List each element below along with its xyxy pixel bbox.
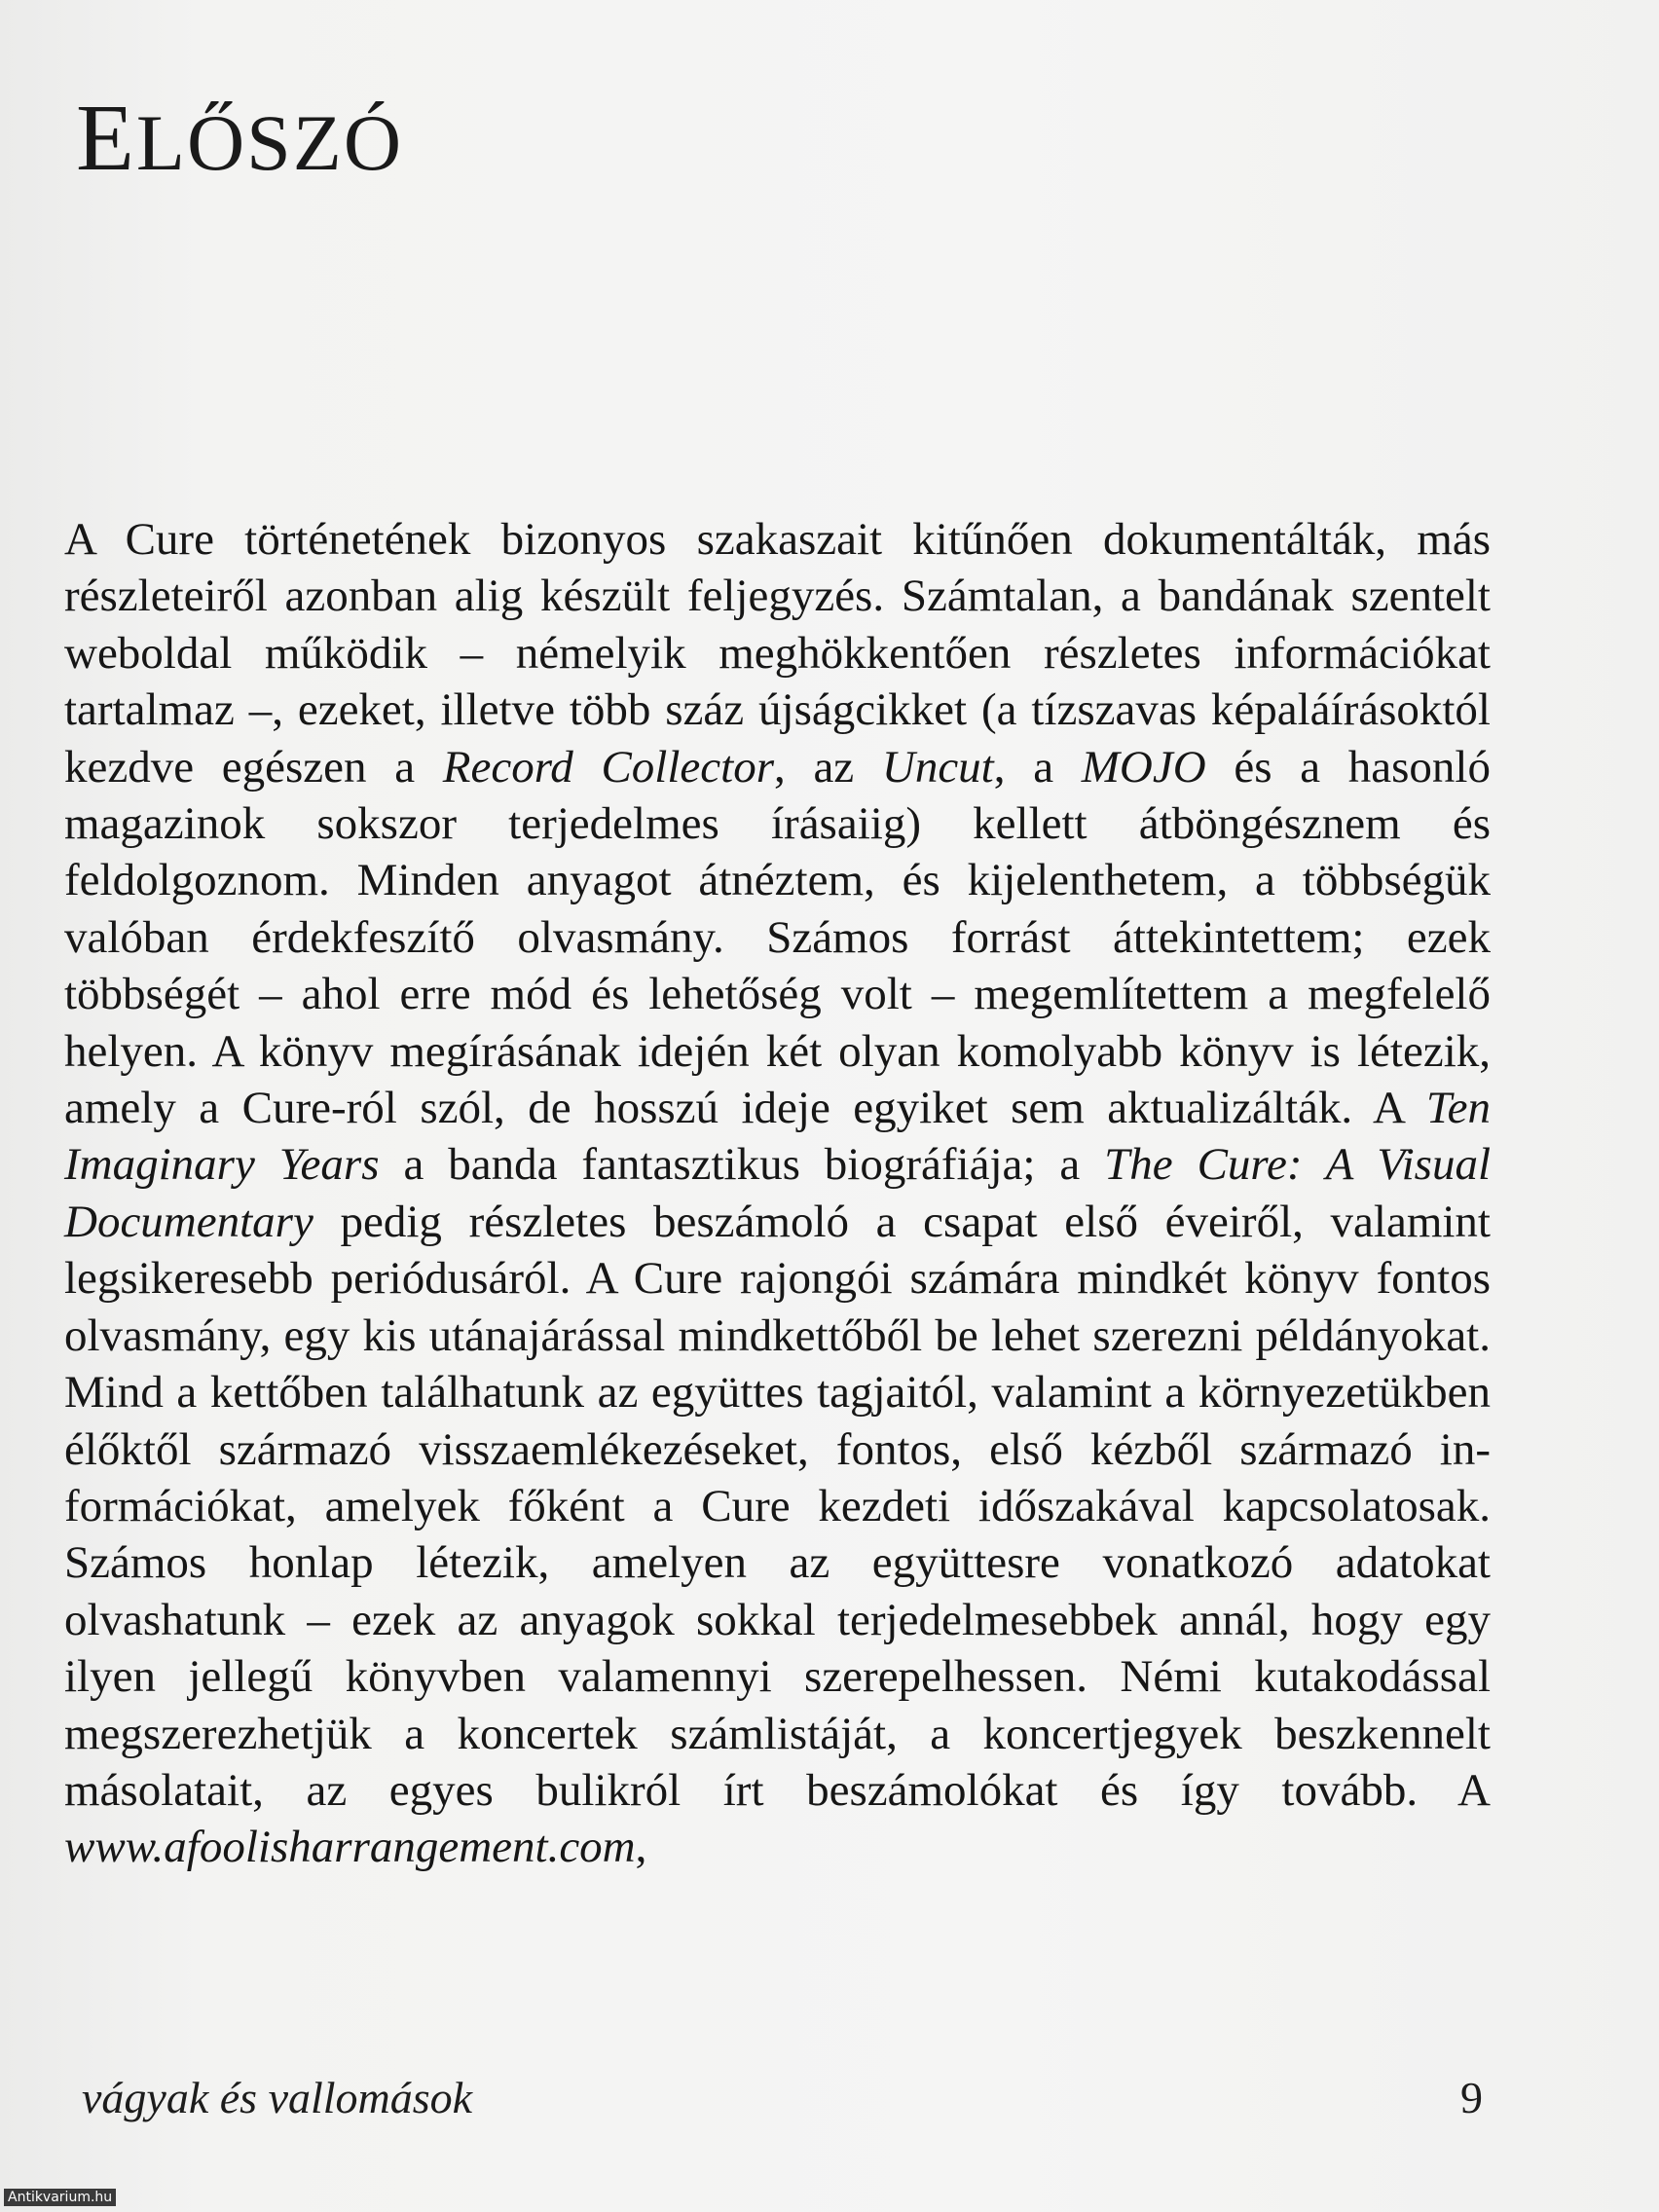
italic-title-run: Record Collector	[442, 741, 774, 793]
text-run: és a hasonló magazinok sokszor terjedelmes írásaiig) kellett átböngésznem és feldolgoznom. Minden anyagot átnéztem, és kijelenthetem, a többségük valóban érdekfeszítő olvasmány. Számos forrást áttekintettem; ezek többségét – ahol erre mód és lehetőség volt – megemlítettem a megfelelő helyen. A könyv megírásának idején két olyan komolyabb könyv is létezik, amely a Cure-ról szól, de hosszú ideje egyiket sem aktualizálták. A	[64, 741, 1491, 1134]
watermark-label: Antikvarium.hu	[4, 2189, 116, 2206]
title-initial: E	[76, 86, 136, 191]
text-run: ,	[635, 1822, 647, 1873]
page-number: 9	[1460, 2073, 1483, 2122]
running-footer-title: vágyak és vallomások	[82, 2073, 473, 2122]
italic-title-run: Ten Imaginary Years	[64, 1083, 1491, 1191]
text-run: , a	[993, 741, 1082, 793]
title-rest: LŐSZÓ	[135, 98, 404, 187]
italic-title-run: The Cure: A Visual Documentary	[64, 1139, 1491, 1247]
text-run: a banda fantasztikus biográfiája; a	[379, 1139, 1105, 1191]
italic-title-run: MOJO	[1081, 741, 1206, 793]
body-paragraph	[64, 511, 1491, 1876]
chapter-title	[76, 84, 403, 193]
italic-title-run: www.afoolisharrangement.com	[64, 1822, 636, 1873]
text-run: A Cure történetének bizonyos szakaszait kitűnően dokumentálták, más részleteiről azonban alig készült feljegyzés. Számtalan, a bandának szentelt weboldal működik – némelyik meghökkentően részletes információkat tartalmaz –, ezeket, illetve több száz újságcikket (a tízszavas képaláírásoktól kezdve egészen a	[64, 514, 1491, 793]
italic-title-run: Uncut	[881, 741, 994, 793]
text-run: pedig részletes beszámoló a csapat első éveiről, valamint legsikeresebb periódusáról. A Cure rajongói számára mindkét könyv fontos olvasmány, egy kis utánajárással mindkettőből be lehet szerezni példányokat. Mind a kettőben találhatunk az együttes tagjaitól, valamint a környezetükben élőktől származó visszaemlékezéseket, fontos, első kézből származó információkat, amelyek főként a Cure kezdeti időszakával kapcsolatosak. Számos honlap létezik, amelyen az együttesre vonatkozó adatokat olvashatunk – ezek az anyagok sokkal terjedelmesebbek annál, hogy egy ilyen jellegű könyvben valamennyi szerepelhessen. Némi kutakodással megszerezhetjük a koncertek számlistáját, a koncertjegyek beszkennelt másolatait, az egyes bulikról írt beszámolókat és így tovább. A	[64, 1196, 1491, 1816]
text-run: , az	[774, 741, 882, 793]
